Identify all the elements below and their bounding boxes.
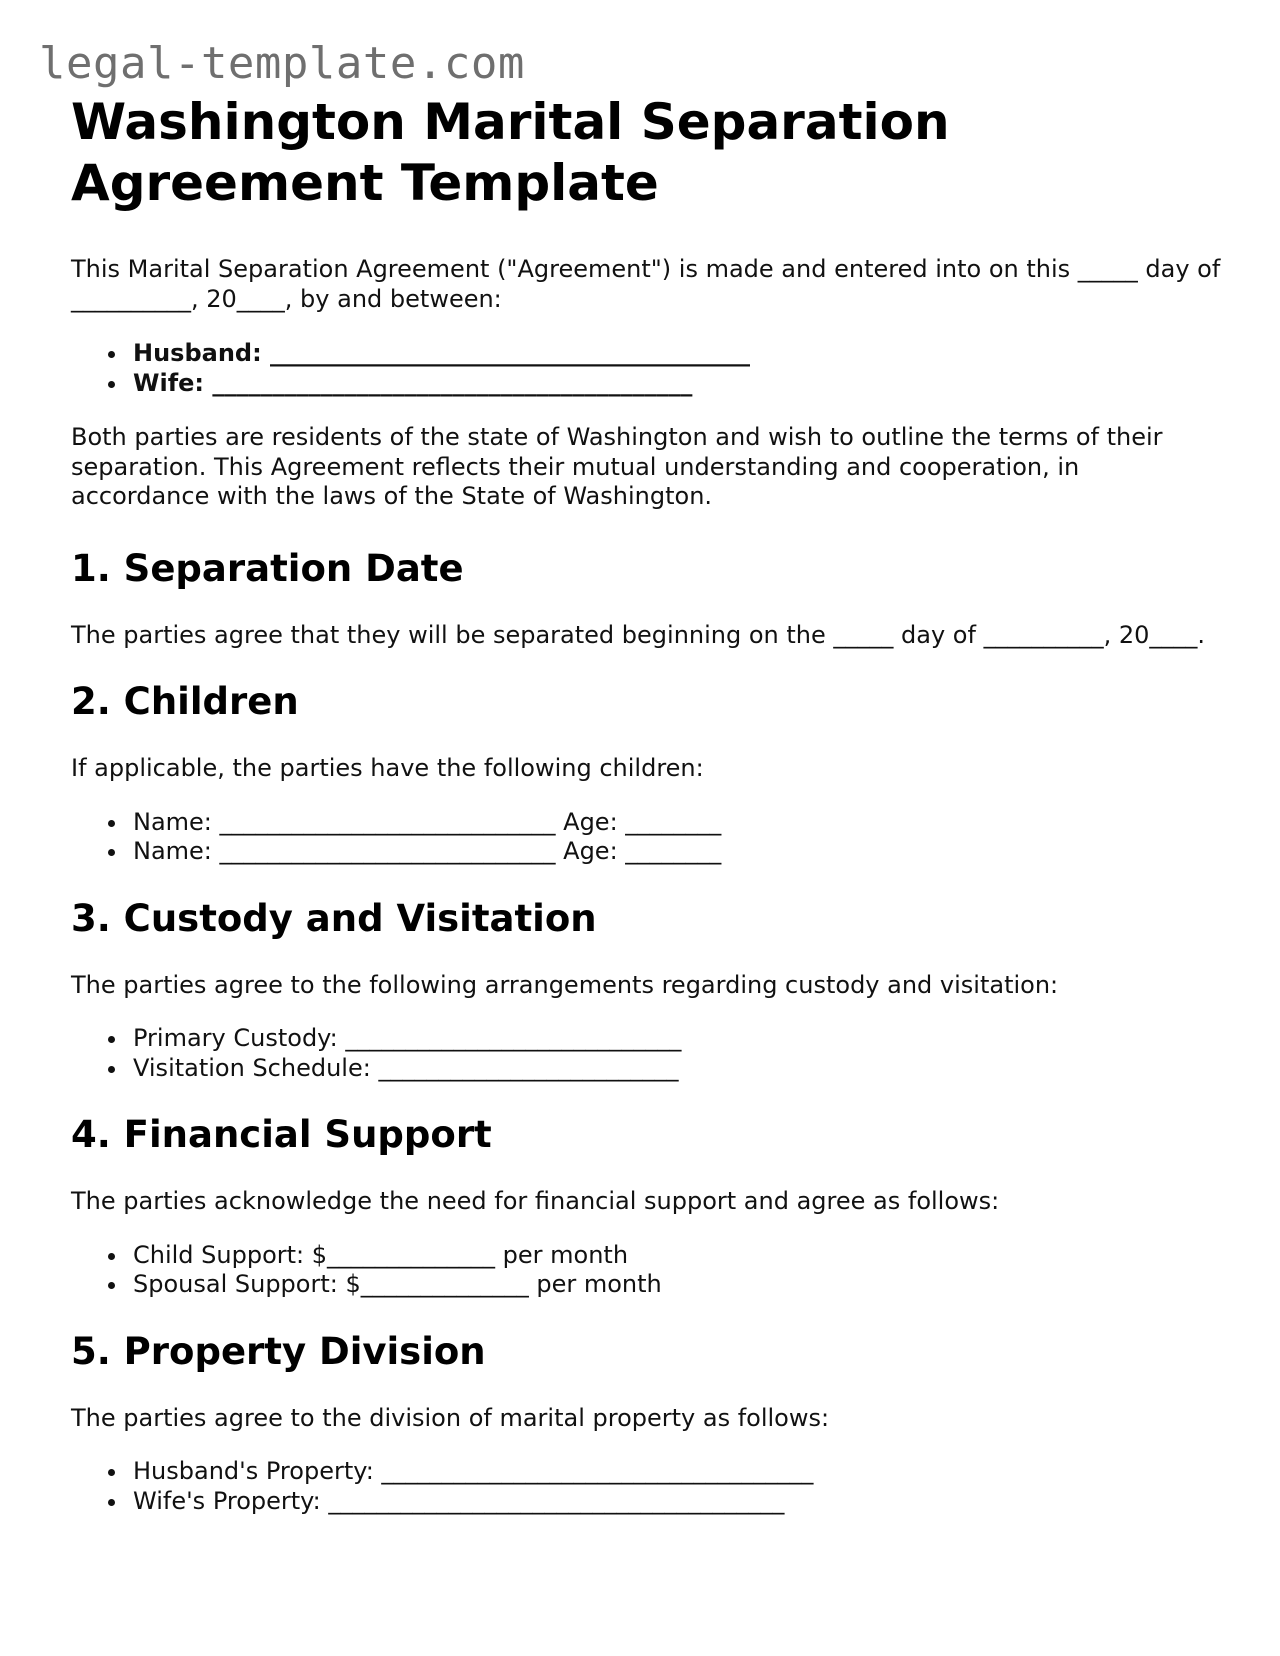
custody-text: The parties agree to the following arrangements regarding custody and visitation:	[71, 970, 1059, 999]
section-heading-financial-support: 4. Financial Support	[71, 1113, 492, 1156]
child-support-item: Child Support: $______________ per month	[133, 1241, 1221, 1271]
residents-paragraph: Both parties are residents of the state of Washington and wish to outline the terms of their separation. This Agreement reflects their mutual understanding and cooperation, in accordance with the laws of the State of Washington.	[71, 423, 1163, 510]
child-entry: Name: ____________________________ Age: ________	[133, 837, 1221, 867]
separation-date-text: The parties agree that they will be separated beginning on the _____ day of __________, 20____.	[71, 620, 1205, 649]
children-text: If applicable, the parties have the following children:	[71, 754, 704, 782]
financial-text: The parties acknowledge the need for financial support and agree as follows:	[71, 1187, 1000, 1215]
children-list	[71, 808, 1221, 867]
section-heading-custody: 3. Custody and Visitation	[71, 896, 597, 940]
watermark-logo: legal-template.com	[39, 38, 525, 89]
wife-property-item: Wife's Property: ______________________________________	[133, 1487, 1221, 1517]
section-heading-property-division: 5. Property Division	[71, 1329, 486, 1373]
document-title: Washington Marital Separation Agreement Template	[71, 93, 950, 212]
financial-list	[71, 1241, 1221, 1300]
primary-custody-item: Primary Custody: ____________________________	[133, 1024, 1221, 1054]
visitation-schedule-item: Visitation Schedule: _________________________	[133, 1054, 1221, 1084]
document-body	[71, 92, 1221, 1516]
spousal-support-item: Spousal Support: $______________ per month	[133, 1270, 1221, 1300]
section-heading-children: 2. Children	[71, 680, 299, 723]
parties-list	[71, 339, 1221, 398]
section-heading-separation-date: 1. Separation Date	[71, 546, 464, 590]
custody-list	[71, 1024, 1221, 1083]
party-husband: Husband: ________________________________________	[133, 339, 1221, 369]
child-entry: Name: ____________________________ Age: ________	[133, 808, 1221, 838]
intro-paragraph: This Marital Separation Agreement ("Agreement") is made and entered into on this _____ day of __________, 20____, by and between:	[71, 255, 1221, 313]
property-list	[71, 1457, 1221, 1516]
party-wife: Wife: ________________________________________	[133, 369, 1221, 399]
husband-property-item: Husband's Property: ____________________________________	[133, 1457, 1221, 1487]
property-text: The parties agree to the division of marital property as follows:	[71, 1403, 830, 1432]
